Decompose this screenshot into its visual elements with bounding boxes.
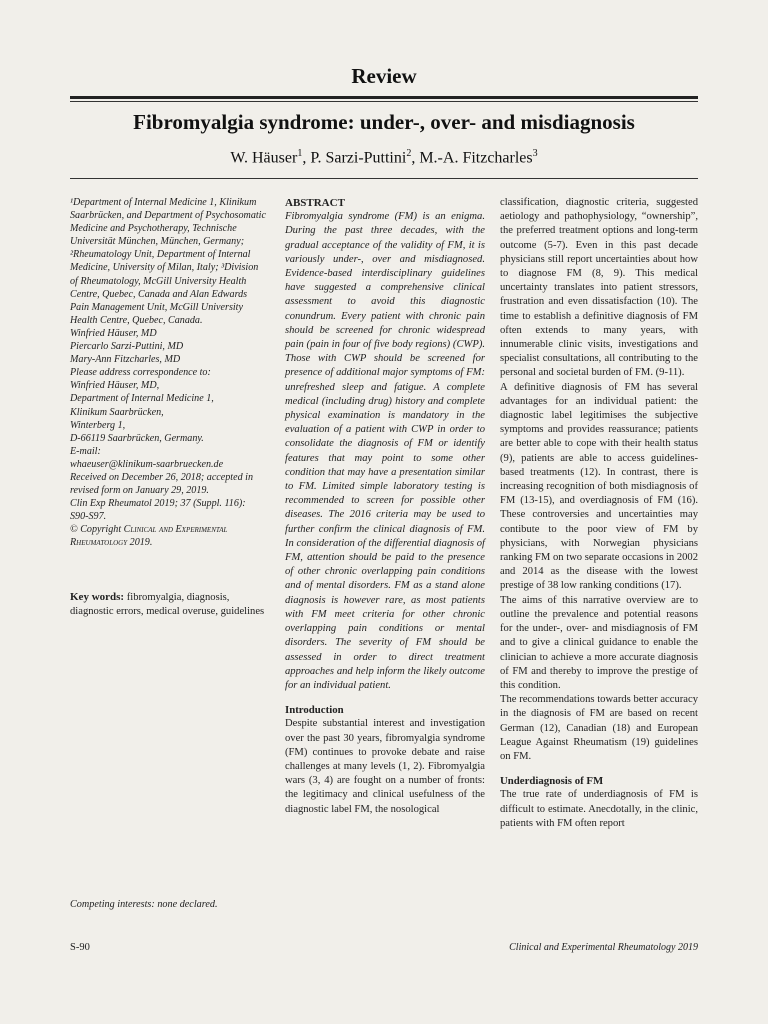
- author-entry: Mary-Ann Fitzcharles, MD: [70, 354, 181, 366]
- abstract-text: Fibromyalgia syndrome (FM) is an enigma. During the past three decades, with the gradual acceptance of the validity of FM, it is variously under-, over and misdiagnosed. Evidence-based interdisciplinary guidelines have suggested a comprehensive clinical assessment to avoid this diagnostic conundrum. Every patient with chronic pain should be screened for chronic widespread pain (pain in four of five body regions) (CWP). Those with CWP should be screened for presence of additional major symptoms of FM: unrefreshed sleep and fatigue. A complete medical (including drug) history and complete physical examination is mandatory in the evaluation of a patient with CWP in order to consolidate the diagnosis of FM or identify features that may point to some other condition that may have a presentation similar to FM. Limited simple laboratory testing is recommended to screen for possible other diseases. The 2016 criteria may be used to further confirm the clinical diagnosis of FM. In consideration of the differential diagnosis of FM, attention should be paid to the presence of other chronic overlapping pain conditions and of mental disorders. FM as a stand alone diagnosis is however rare, as most patients with FM meet criteria for other chronic overlapping pain conditions or mental disorders. The severity of FM should be assessed in order to direct treatment approaches and help inform the likely outcome for an individual patient.: [285, 211, 485, 691]
- introduction-heading: Introduction: [285, 704, 344, 717]
- correspondence-line: Department of Internal Medicine 1,: [70, 393, 214, 405]
- author-name: W. Häuser: [230, 149, 298, 167]
- correspondence-line: Winterberg 1,: [70, 419, 126, 431]
- keywords-text: fibromyalgia, diagnosis, diagnostic errors, medical overuse, guidelines: [70, 592, 265, 618]
- author-separator: ,: [302, 149, 311, 167]
- citation: Clin Exp Rheumatol 2019; 37 (Suppl. 116): S90-S97.: [70, 498, 246, 523]
- affiliation: ¹Department of Internal Medicine 1, Klinikum Saarbrücken, and Department of Psychosomatic Medicine and Psychotherapy, Technische Universität München, München, Germany;: [70, 197, 266, 248]
- keywords-label: Key words:: [70, 591, 125, 603]
- body-paragraph: The aims of this narrative overview are to outline the prevalence and potential reasons for the under-, over- and misdiagnosis of FM and to give a clinical guidance to enable the clinician to achieve a more accurate diagnosis of FM and thereby to improve the prestige of this condition.: [500, 594, 698, 691]
- correspondence-line: Winfried Häuser, MD,: [70, 380, 160, 392]
- author-name: P. Sarzi-Puttini: [310, 149, 407, 167]
- keywords: [70, 590, 266, 619]
- underdiagnosis-text: The true rate of underdiagnosis of FM is difficult to estimate. Anecdotally, in the clinic, patients with FM often report: [500, 789, 698, 829]
- received-dates: Received on December 26, 2018; accepted in revised form on January 29, 2019.: [70, 471, 254, 497]
- affiliation: ²Rheumatology Unit, Department of Internal Medicine, University of Milan, Italy; ³Division of Rheumatology, McGill University Health Centre, Quebec, Canada and Alan Edwards Pain Management Unit, McGill University Health Centre, Quebec, Canada.: [70, 249, 259, 326]
- journal-footer: Clinical and Experimental Rheumatology 2019: [509, 942, 698, 953]
- copyright-prefix: © Copyright: [70, 524, 124, 536]
- author-entry: Winfried Häuser, MD: [70, 327, 157, 339]
- copyright: [70, 523, 266, 549]
- front-matter-column: [70, 196, 266, 550]
- author-name: M.-A. Fitzcharles: [419, 149, 533, 167]
- page-number: S-90: [70, 942, 90, 953]
- abstract-column: [285, 196, 485, 817]
- author-list: [70, 327, 266, 366]
- correspondence: [70, 366, 266, 471]
- introduction-text: Despite substantial interest and investigation over the past 30 years, fibromyalgia syndrome (FM) continues to provoke debate and raise challenges at many levels (1, 2). Fibromyalgia wars (3, 4) are fought on a number of fronts: the legitimacy and clinical usefulness of the diagnostic label FM, the nosological: [285, 718, 485, 815]
- underdiagnosis-heading: Underdiagnosis of FM: [500, 775, 604, 788]
- correspondence-line: Please address correspondence to:: [70, 367, 211, 379]
- correspondence-line: E-mail:: [70, 445, 101, 457]
- article-title: Fibromyalgia syndrome: under-, over- and misdiagnosis: [133, 110, 635, 134]
- copyright-year: 2019.: [127, 537, 153, 549]
- author-line: [0, 148, 768, 167]
- correspondence-line: Klinikum Saarbrücken,: [70, 406, 164, 418]
- section-label: Review: [351, 64, 417, 88]
- header-rule-bottom: [70, 101, 698, 102]
- body-paragraph: classification, diagnostic criteria, suggested aetiology and pathophysiology, “ownership”, the preferred treatment options and long-term outcome (5-7). Even in this past decade physicians still report uncertainties about how to diagnose FM (8, 9). This medical uncertainty translates into patient stressors, frustration and even dissatisfaction (10). The time to establish a definitive diagnosis of FM often extends to many years, with innumerable clinic visits, investigations and specialist consultations, all contributing to the personal and societal burden of FM. (9-11).: [500, 197, 698, 379]
- author-affiliation-mark: 1: [297, 148, 303, 159]
- copyright-journal: Clinical and Experimental Rheumatology: [70, 524, 228, 549]
- author-affiliation-mark: 2: [406, 148, 412, 159]
- author-affiliation-mark: 3: [532, 148, 538, 159]
- body-paragraph: A definitive diagnosis of FM has several advantages for an individual patient: the diagnostic label legitimises the subjective symptoms and provides reassurance; patients are better able to cope with their health status (9), patients are able to access guidelines-based treatments (12). In contrast, there is increasing recognition of both misdiagnosis of FM (13-15), and overdiagnosis of FM (16). These controversies and uncertainties may contibute to the poor view of FM by physicians, with Norwegian physicians ranking FM on two separate occasions in 2002 and 2014 as the disease with the lowest prestige of 38 low ranking conditions (17).: [500, 381, 699, 592]
- author-rule: [70, 178, 698, 179]
- email-address: whaeuser@klinikum-saarbruecken.de: [70, 458, 224, 470]
- author-separator: ,: [411, 149, 420, 167]
- abstract-heading: ABSTRACT: [285, 197, 345, 209]
- correspondence-line: D-66119 Saarbrücken, Germany.: [70, 432, 204, 444]
- body-column: [500, 196, 698, 831]
- competing-interests: Competing interests: none declared.: [70, 899, 218, 910]
- author-entry: Piercarlo Sarzi-Puttini, MD: [70, 341, 184, 353]
- body-paragraph: The recommendations towards better accuracy in the diagnosis of FM are based on recent German (12), Canadian (18) and European League Against Rheumatism (19) guidelines on FM.: [500, 694, 698, 762]
- header-rule-top: [70, 96, 698, 99]
